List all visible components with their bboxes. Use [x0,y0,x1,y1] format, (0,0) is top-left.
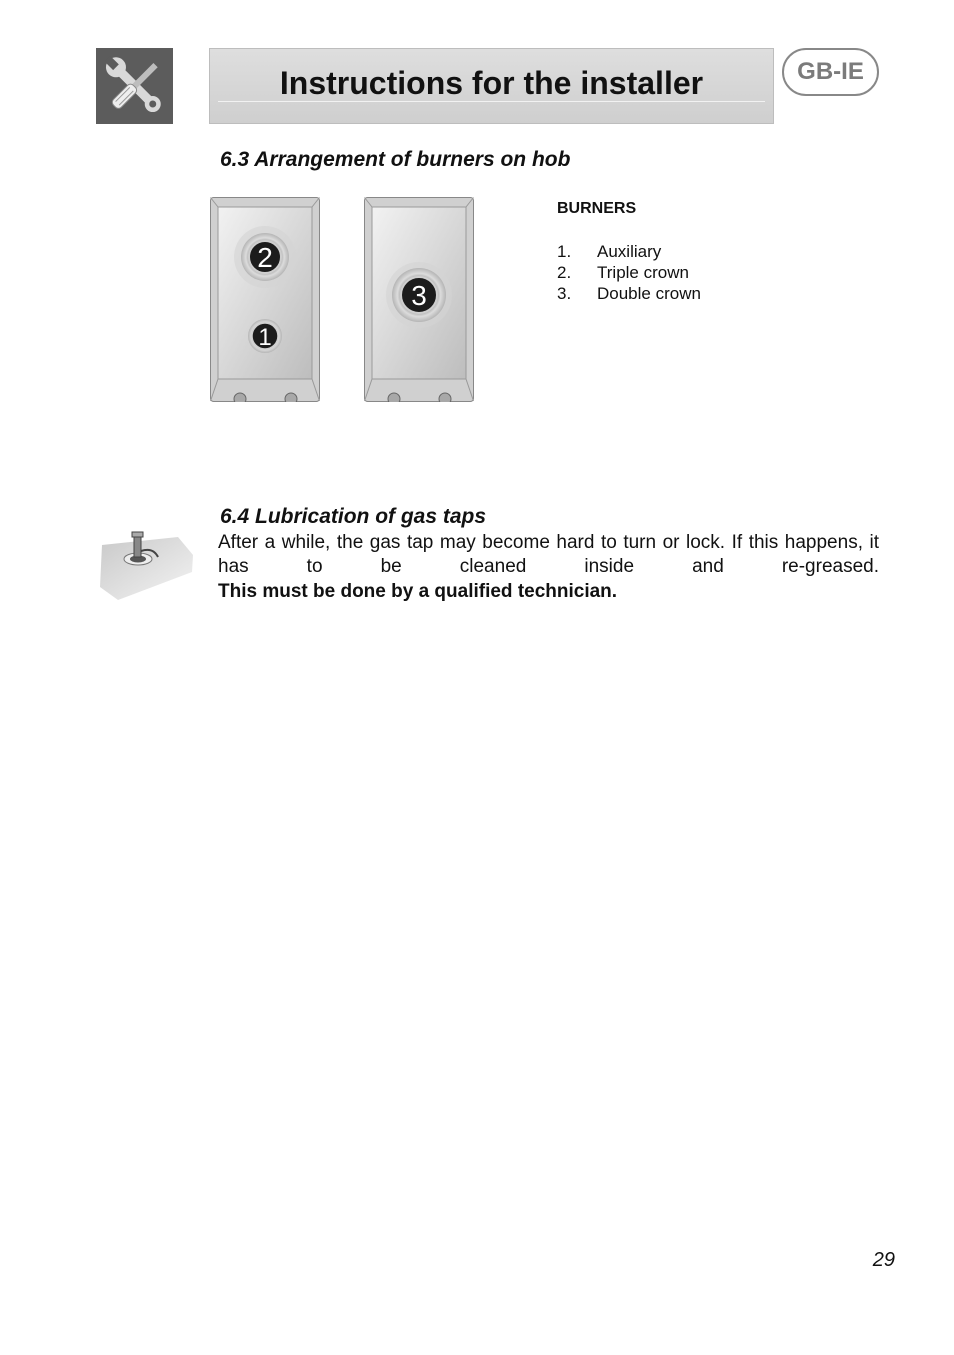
page-title: Instructions for the installer [279,65,704,101]
hob-diagram-one-burner [364,197,474,402]
list-item-number: 1. [557,242,572,261]
hob-diagram-two-burners [210,197,320,402]
language-badge: GB-IE [782,48,879,96]
list-item-label: Triple crown [597,263,689,282]
burners-legend-list [557,241,701,304]
burner-label: 1 [258,324,272,351]
list-item-label: Auxiliary [597,242,662,261]
page-number: 29 [872,1249,895,1271]
list-item-label: Double crown [597,284,701,303]
gas-tap-icon [98,527,196,602]
list-item [557,241,701,262]
technician-warning: This must be done by a qualified technician. [218,581,618,602]
section-heading-lubrication: 6.4 Lubrication of gas taps [220,505,487,528]
list-item [557,283,701,304]
lubrication-paragraph: After a while, the gas tap may become hard to turn or lock. If this happens, it has to be cleaned inside and re-greased. [218,532,879,577]
wrench-screwdriver-icon [96,48,173,124]
list-item [557,262,701,283]
burner-label: 2 [257,242,273,273]
burner-label: 3 [411,280,427,311]
section-heading-burner-arrangement: 6.3 Arrangement of burners on hob [220,148,571,171]
burners-legend-title: BURNERS [557,200,637,217]
list-item-number: 2. [557,263,572,282]
header-bar [209,48,774,124]
header-rule [218,101,765,102]
list-item-number: 3. [557,284,572,303]
